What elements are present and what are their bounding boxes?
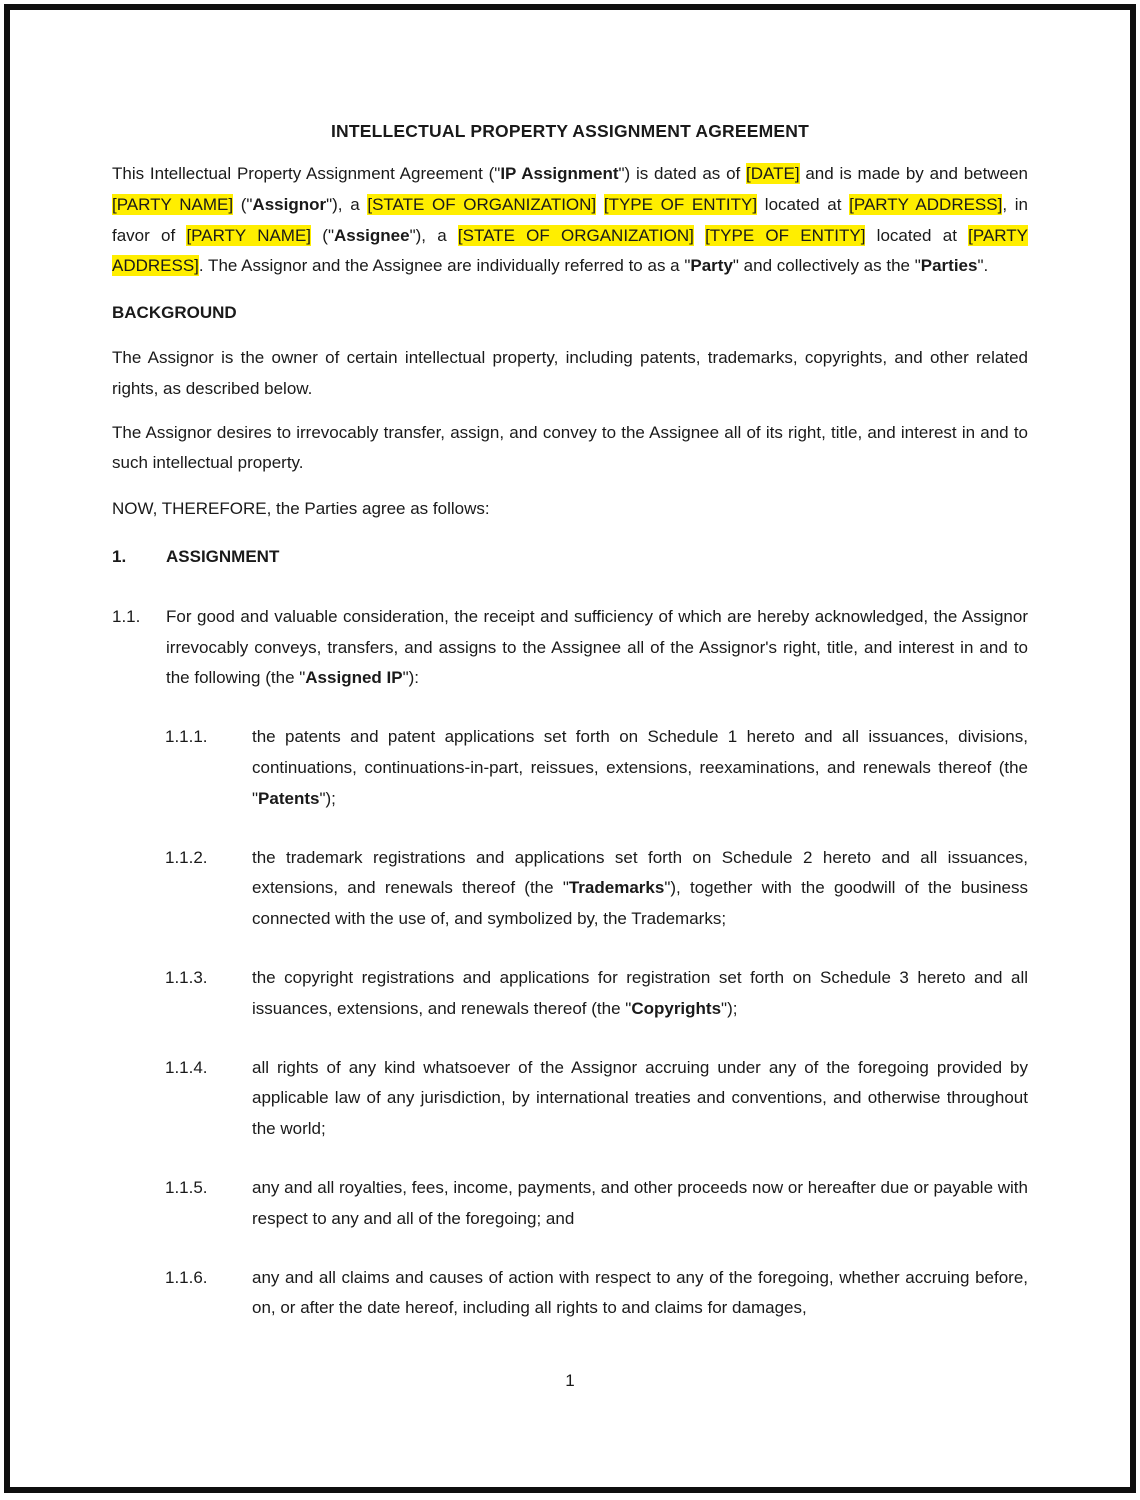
document-title: INTELLECTUAL PROPERTY ASSIGNMENT AGREEMENT [330,121,809,141]
subclause-1-1-4-number: 1.1.4. [165,1057,208,1077]
background-paragraph-2: The Assignor desires to irrevocably transfer, assign, and convey to the Assignee all of its right, title, and interest in and to such intellectual property. [112,422,1028,473]
intro-paragraph [112,159,1028,282]
defined-term: Copyrights [631,998,722,1018]
now-therefore-paragraph: NOW, THEREFORE, the Parties agree as follows: [112,499,490,519]
background-paragraph-1: The Assignor is the owner of certain intellectual property, including patents, trademarks, copyrights, and other related rights, as described below. [112,347,1028,398]
text-run: (" [233,194,253,214]
text-run: . The Assignor and the Assignee are individually referred to as a " [198,256,691,276]
placeholder-highlight: [STATE OF ORGANIZATION] [367,194,597,214]
text-run: and is made by and between [799,164,1028,183]
subclause-1-1-5-text [252,1173,1028,1235]
defined-term: IP Assignment [500,164,619,183]
text-run: , in favor of [112,194,1028,245]
section-1-heading-label: ASSIGNMENT [166,546,280,566]
text-run: located at [757,194,850,214]
page-number: 1 [565,1371,575,1391]
clause-1-1 [112,602,1028,694]
placeholder-highlight: [PARTY NAME] [112,194,234,214]
section-1-number: 1. [112,546,127,566]
subclause-1-1-3 [112,963,1028,1025]
defined-term: Parties [920,256,978,276]
text-run: the trademark registrations and applications set forth on Schedule 2 hereto and all issuances, extensions, and renewals thereof (the " [252,847,1028,898]
defined-term: Trademarks [568,878,665,898]
subclause-1-1-4 [112,1053,1028,1145]
text-run: "): [402,668,420,688]
text-run: ". [977,256,989,276]
subclause-1-1-5 [112,1173,1028,1235]
placeholder-highlight: [STATE OF ORGANIZATION] [457,225,694,245]
text-run: "); [319,788,336,808]
text-run [596,195,604,214]
text-run: any and all claims and causes of action with respect to any of the foregoing, whether accruing before, on, or after the date hereof, including all rights to and claims for damages, [252,1267,1028,1318]
defined-term: Assignee [333,225,410,245]
document-content [112,0,1028,1397]
subclause-1-1-3-number: 1.1.3. [165,967,208,987]
placeholder-highlight: [PARTY ADDRESS] [112,225,1028,276]
defined-term: Patents [258,788,320,808]
defined-term: Party [690,256,733,276]
text-run: "), together with the goodwill of the business connected with the use of, and symbolized by, the Trademarks; [252,878,1028,929]
text-run: "), a [409,225,458,245]
subclause-1-1-6 [112,1263,1028,1325]
clause-1-1-number: 1.1. [112,606,141,626]
subclause-1-1-1-text [252,722,1028,814]
text-run: " and collectively as the " [732,256,921,276]
defined-term: Assigned IP [305,668,403,688]
text-run: located at [865,225,969,245]
subclause-1-1-1-number: 1.1.1. [165,727,208,747]
text-run: "); [721,998,738,1018]
placeholder-highlight: [TYPE OF ENTITY] [705,225,866,245]
subclause-1-1-2-text [252,843,1028,935]
placeholder-highlight: [TYPE OF ENTITY] [603,194,758,214]
placeholder-highlight: [PARTY NAME] [186,225,312,245]
text-run: any and all royalties, fees, income, payments, and other proceeds now or hereafter due or payable with respect to any and all of the foregoing; and [252,1177,1028,1228]
text-run: This Intellectual Property Assignment Agreement (" [112,164,501,183]
subclause-1-1-5-number: 1.1.5. [165,1177,208,1197]
subclause-1-1-1 [112,722,1028,814]
text-run: "), a [326,194,368,214]
text-run [694,226,705,245]
text-run: the copyright registrations and applications for registration set forth on Schedule 3 hereto and all issuances, extensions, and renewals thereof (the " [252,967,1028,1018]
clause-1-1-text [166,602,1028,694]
subclause-1-1-3-text [252,963,1028,1025]
subclause-1-1-6-number: 1.1.6. [165,1267,208,1287]
text-run: For good and valuable consideration, the receipt and sufficiency of which are hereby acknowledged, the Assignor irrevocably conveys, transfers, and assigns to the Assignee all of the Assignor's right, title, and interest in and to the following (the " [166,606,1028,688]
background-heading: BACKGROUND [112,303,237,323]
subclause-1-1-6-text [252,1263,1028,1325]
placeholder-highlight: [PARTY ADDRESS] [849,194,1003,214]
subclause-1-1-2-number: 1.1.2. [165,847,208,867]
subclause-1-1-2 [112,843,1028,935]
text-run: all rights of any kind whatsoever of the Assignor accruing under any of the foregoing provided by applicable law of any jurisdiction, by international treaties and conventions, and otherwise throughout the world; [252,1057,1028,1139]
text-run: ") is dated as of [618,164,747,183]
text-run: (" [311,225,334,245]
placeholder-highlight: [DATE] [746,164,800,183]
section-1-heading [112,542,1028,573]
text-run: the patents and patent applications set forth on Schedule 1 hereto and all issuances, divisions, continuations, continuations-in-part, reissues, extensions, reexaminations, and renewals thereof (the " [252,727,1028,808]
defined-term: Assignor [252,194,327,214]
subclause-1-1-4-text [252,1053,1028,1145]
